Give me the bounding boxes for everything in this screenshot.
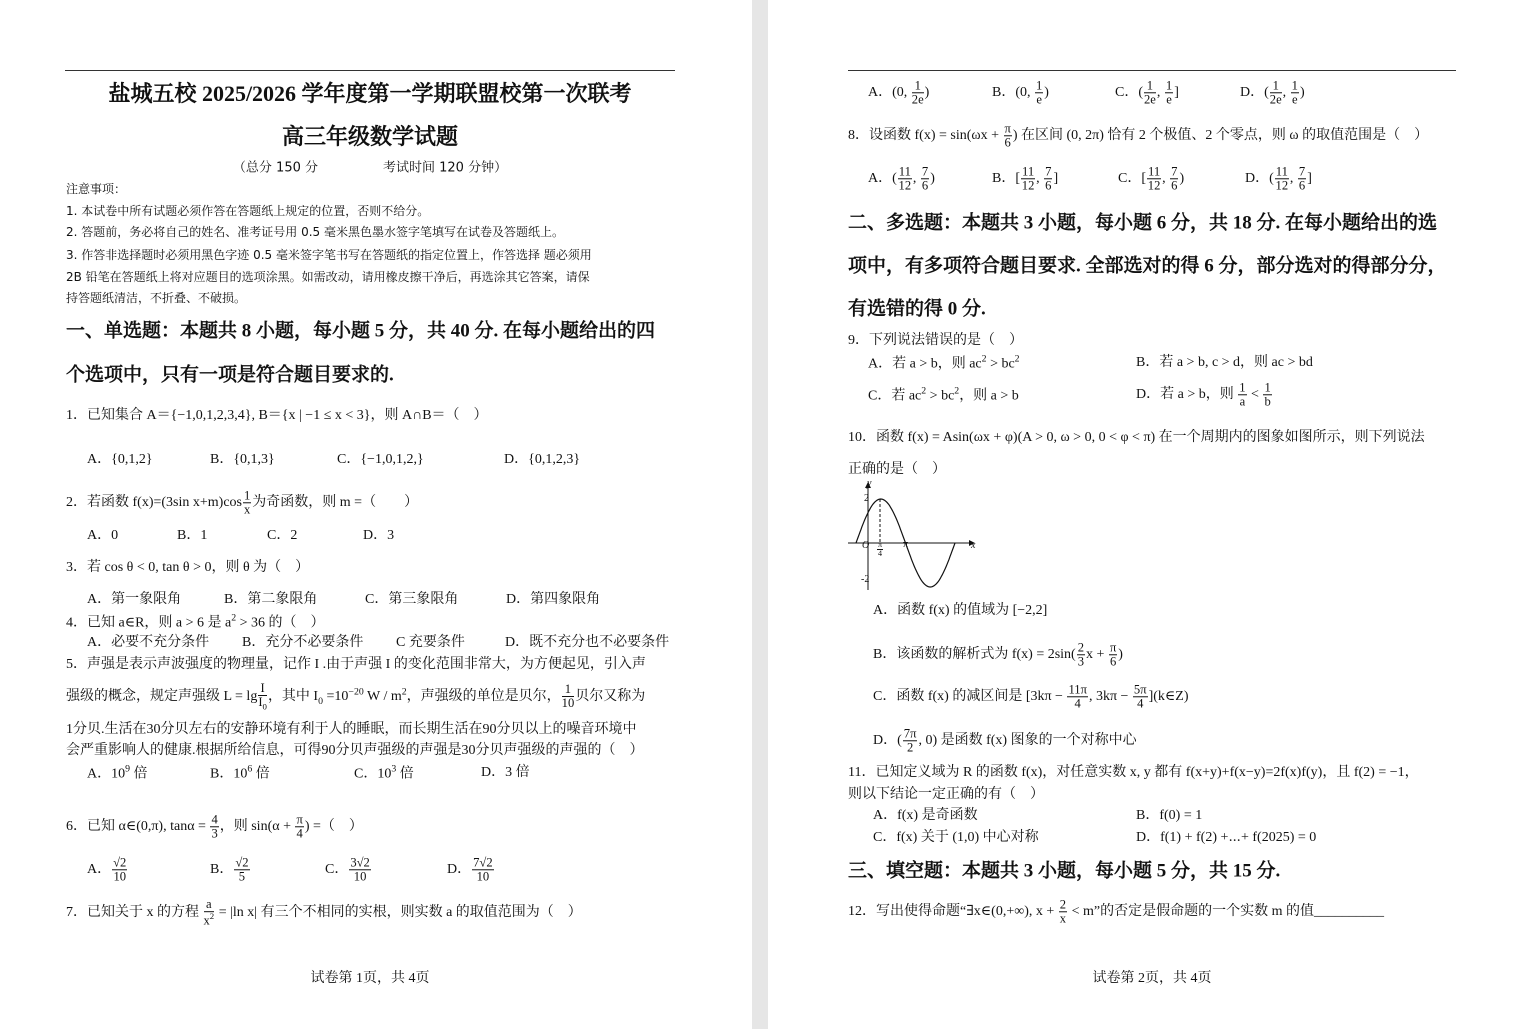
- option-a: A．若 a > b，则 $ac^2 > bc^2$: [868, 353, 1020, 372]
- note-line: 2B 铅笔在答题纸上将对应题目的选项涂黑。如需改动，请用橡皮擦干净后，再选涂其它答案，请保: [66, 270, 590, 284]
- option-d: D．3: [363, 528, 395, 543]
- option-b: B．$10^6$ 倍: [210, 763, 270, 782]
- y-min-label: -2: [861, 574, 870, 585]
- header-rule: [65, 70, 675, 71]
- section-heading: 个选项中，只有一项是符合题目要求的.: [66, 364, 394, 386]
- question-5: 5．声强是表示声波强度的物理量，记作 I .由于声强 I 的变化范围非常大，为方便起见，引入声: [66, 657, 646, 672]
- section-heading: 项中，有多项符合题目要求. 全部选对的得 6 分，部分选对的得部分分，: [848, 255, 1447, 277]
- question-7: 7．已知关于 x 的方程 $\frac{a}{x^2}$ = |ln x| 有三个不相同的实根，则实数 a 的取值范围为（ ）: [66, 897, 582, 928]
- question-12: 12．写出使得命题“∃x∈(0,+∞), x + $\frac{2}{x}$ < m”的否定是假命题的一个实数 m 的值__________: [848, 897, 1384, 926]
- section-heading: 二、多选题：本题共 3 小题，每小题 6 分，共 18 分. 在每小题给出的选: [848, 212, 1438, 234]
- option-c: C．2: [267, 528, 298, 543]
- option-d: D．3 倍: [481, 765, 530, 780]
- question-4: 4．已知 a∈R，则 a > 6 是 $a^2 > 36$ 的（ ）: [66, 612, 325, 631]
- option-a: A．必要不充分条件: [87, 635, 210, 650]
- option-a: A．0: [87, 528, 119, 543]
- question-5-line: 1分贝.生活在30分贝左右的安静环境有利于人的睡眠，而长期生活在90分贝以上的噪音环境中: [66, 722, 637, 737]
- option-d: D．第四象限角: [506, 592, 601, 607]
- option-c: C．( $\frac{1}{2e}$ , $\frac{1}{e}$ ]: [1115, 78, 1179, 107]
- option-d: D．( $\frac{7\pi}{2}$ , 0) 是函数 f(x) 图象的一个对称中心: [873, 726, 1137, 755]
- question-11-line: 则以下结论一定正确的有（ ）: [848, 787, 1044, 802]
- option-d: D．( $\frac{11}{12}$ , $\frac{7}{6}$ ]: [1245, 164, 1312, 193]
- page-footer: 试卷第 1页，共 4页: [310, 971, 430, 986]
- note-line: 1. 本试卷中所有试题必须作答在答题纸上规定的位置，否则不给分。: [66, 204, 430, 218]
- option-c: C．[ $\frac{11}{12}$ , $\frac{7}{6}$ ): [1118, 164, 1185, 193]
- option-a: A．f(x) 是奇函数: [873, 808, 978, 823]
- option-d: D．f(1) + f(2) +⋯+ f(2025) = 0: [1136, 830, 1317, 845]
- y-max-label: 2: [864, 493, 869, 504]
- question-10-line: 正确的是（ ）: [848, 462, 946, 477]
- option-a: A．( $\frac{11}{12}$ , $\frac{7}{6}$ ): [868, 164, 935, 193]
- y-axis-label: y: [867, 478, 872, 489]
- option-a: A．第一象限角: [87, 592, 182, 607]
- option-a: A．函数 f(x) 的值域为 [−2,2]: [873, 603, 1048, 618]
- question-1: 1．已知集合 A＝{−1,0,1,2,3,4}, B＝{x | −1 ≤ x < 3}，则 A∩B＝（ ）: [66, 408, 488, 423]
- option-b: B．{0,1,3}: [210, 452, 275, 467]
- question-2: 2．若函数 f(x)=(3sin x+m)cos $\frac{1}{x}$ 为奇函数，则 m =（ ）: [66, 488, 419, 517]
- notes-heading: 注意事项：: [66, 182, 127, 196]
- option-b: B．充分不必要条件: [242, 635, 364, 650]
- option-d: D． $\frac{7√2}{10}$: [447, 855, 493, 884]
- question-6: 6．已知 α∈(0,π), tanα = $\frac{4}{3}$ ，则 sin(α + $\frac{\pi}{4}$ ) =（ ）: [66, 812, 363, 841]
- section-heading: 有选错的得 0 分.: [848, 298, 986, 320]
- option-b: B．(0, $\frac{1}{e}$ ): [992, 78, 1049, 107]
- option-a: A．{0,1,2}: [87, 452, 153, 467]
- option-a: A． $\frac{√2}{10}$: [87, 855, 127, 884]
- option-b: B．1: [177, 528, 208, 543]
- exam-subtitle: 高三年级数学试题: [281, 124, 458, 149]
- option-b: B．f(0) = 1: [1136, 808, 1203, 823]
- option-c: C 充要条件: [396, 635, 465, 650]
- option-c: C．f(x) 关于 (1,0) 中心对称: [873, 830, 1039, 845]
- exam-meta: （总分 150 分 考试时间 120 分钟）: [232, 160, 508, 176]
- page-1: [0, 0, 752, 1029]
- option-a: A．(0, $\frac{1}{2e}$ ): [868, 78, 930, 107]
- option-c: C．$10^3$ 倍: [354, 763, 414, 782]
- page-2: [768, 0, 1526, 1029]
- option-c: C． $\frac{3√2}{10}$: [325, 855, 370, 884]
- option-d: D．{0,1,2,3}: [504, 452, 581, 467]
- option-c: C．第三象限角: [365, 592, 459, 607]
- question-10: 10．函数 f(x) = Asin(ωx + φ)(A > 0, ω > 0, 0 < φ < π) 在一个周期内的图象如图所示，则下列说法: [848, 430, 1425, 445]
- question-5-line: 强级的概念，规定声强级 L = lg $\frac{I}{I_0}$ ，其中 $I_0 =10^{-20}$ W / $m^2$，声强级的单位是贝尔， $\frac{1}{10}$ 贝尔又称为: [66, 681, 646, 712]
- header-rule: [848, 70, 1456, 71]
- note-line: 3. 作答非选择题时必须用黑色字迹 0.5 毫米签字笔书写在答题纸的指定位置上，作答选择 题必须用: [66, 248, 592, 262]
- option-c: C．若 $ac^2 > bc^2$，则 a > b: [868, 385, 1019, 404]
- option-d: D．既不充分也不必要条件: [505, 635, 670, 650]
- option-c: C．{−1,0,1,2,}: [337, 452, 424, 467]
- option-b: B．第二象限角: [224, 592, 318, 607]
- question-3: 3．若 cos θ < 0, tan θ > 0，则 θ 为（ ）: [66, 560, 310, 575]
- option-b: B．该函数的解析式为 f(x) = 2sin( $\frac{2}{3}$ x + $\frac{\pi}{6}$ ): [873, 640, 1123, 669]
- option-c: C．函数 f(x) 的减区间是 [3kπ − $\frac{11\pi}{4}$ , 3kπ − $\frac{5\pi}{4}$ ](k∈Z): [873, 682, 1189, 711]
- question-8: 8．设函数 f(x) = sin(ωx + $\frac{\pi}{6}$ ) 在区间 (0, 2π) 恰有 2 个极值、2 个零点，则 ω 的取值范围是（ ）: [848, 121, 1429, 150]
- page-footer: 试卷第 2页，共 4页: [1092, 971, 1212, 986]
- question-11: 11．已知定义域为 R 的函数 f(x)，对任意实数 x, y 都有 f(x+y)+f(x−y)=2f(x)f(y)，且 f(2) = −1，: [848, 765, 1419, 780]
- exam-title: 盐城五校 2025/2026 学年度第一学期联盟校第一次联考: [108, 81, 632, 106]
- option-a: A．$10^9$ 倍: [87, 763, 148, 782]
- section-heading: 一、单选题：本题共 8 小题，每小题 5 分，共 40 分. 在每小题给出的四: [66, 320, 656, 342]
- option-d: D．若 a > b，则 $\frac{1}{a}$ < $\frac{1}{b}$: [1136, 380, 1271, 409]
- question-5-line: 会严重影响人的健康.根据所给信息，可得90分贝声强级的声强是30分贝声强级的声强的（ ）: [66, 743, 644, 758]
- option-b: B．若 a > b, c > d，则 ac > bd: [1136, 355, 1313, 370]
- option-b: B．[ $\frac{11}{12}$ , $\frac{7}{6}$ ]: [992, 164, 1059, 193]
- note-line: 持答题纸清洁，不折叠、不破损。: [66, 291, 247, 305]
- question-9: 9．下列说法错误的是（ ）: [848, 333, 1023, 348]
- x-tick-pi-over-4: $\frac{\pi}{4}$: [878, 540, 883, 559]
- x-tick-pi: π: [903, 539, 909, 550]
- option-b: B． $\frac{√2}{5}$: [210, 855, 249, 884]
- origin-label: O: [862, 540, 870, 551]
- section-heading: 三、填空题：本题共 3 小题，每小题 5 分，共 15 分.: [848, 860, 1281, 882]
- option-d: D．( $\frac{1}{2e}$ , $\frac{1}{e}$ ): [1240, 78, 1305, 107]
- x-axis-label: x: [971, 540, 976, 551]
- note-line: 2. 答题前，务必将自己的姓名、准考证号用 0.5 毫米黑色墨水签字笔填写在试卷及答题纸上。: [66, 225, 564, 239]
